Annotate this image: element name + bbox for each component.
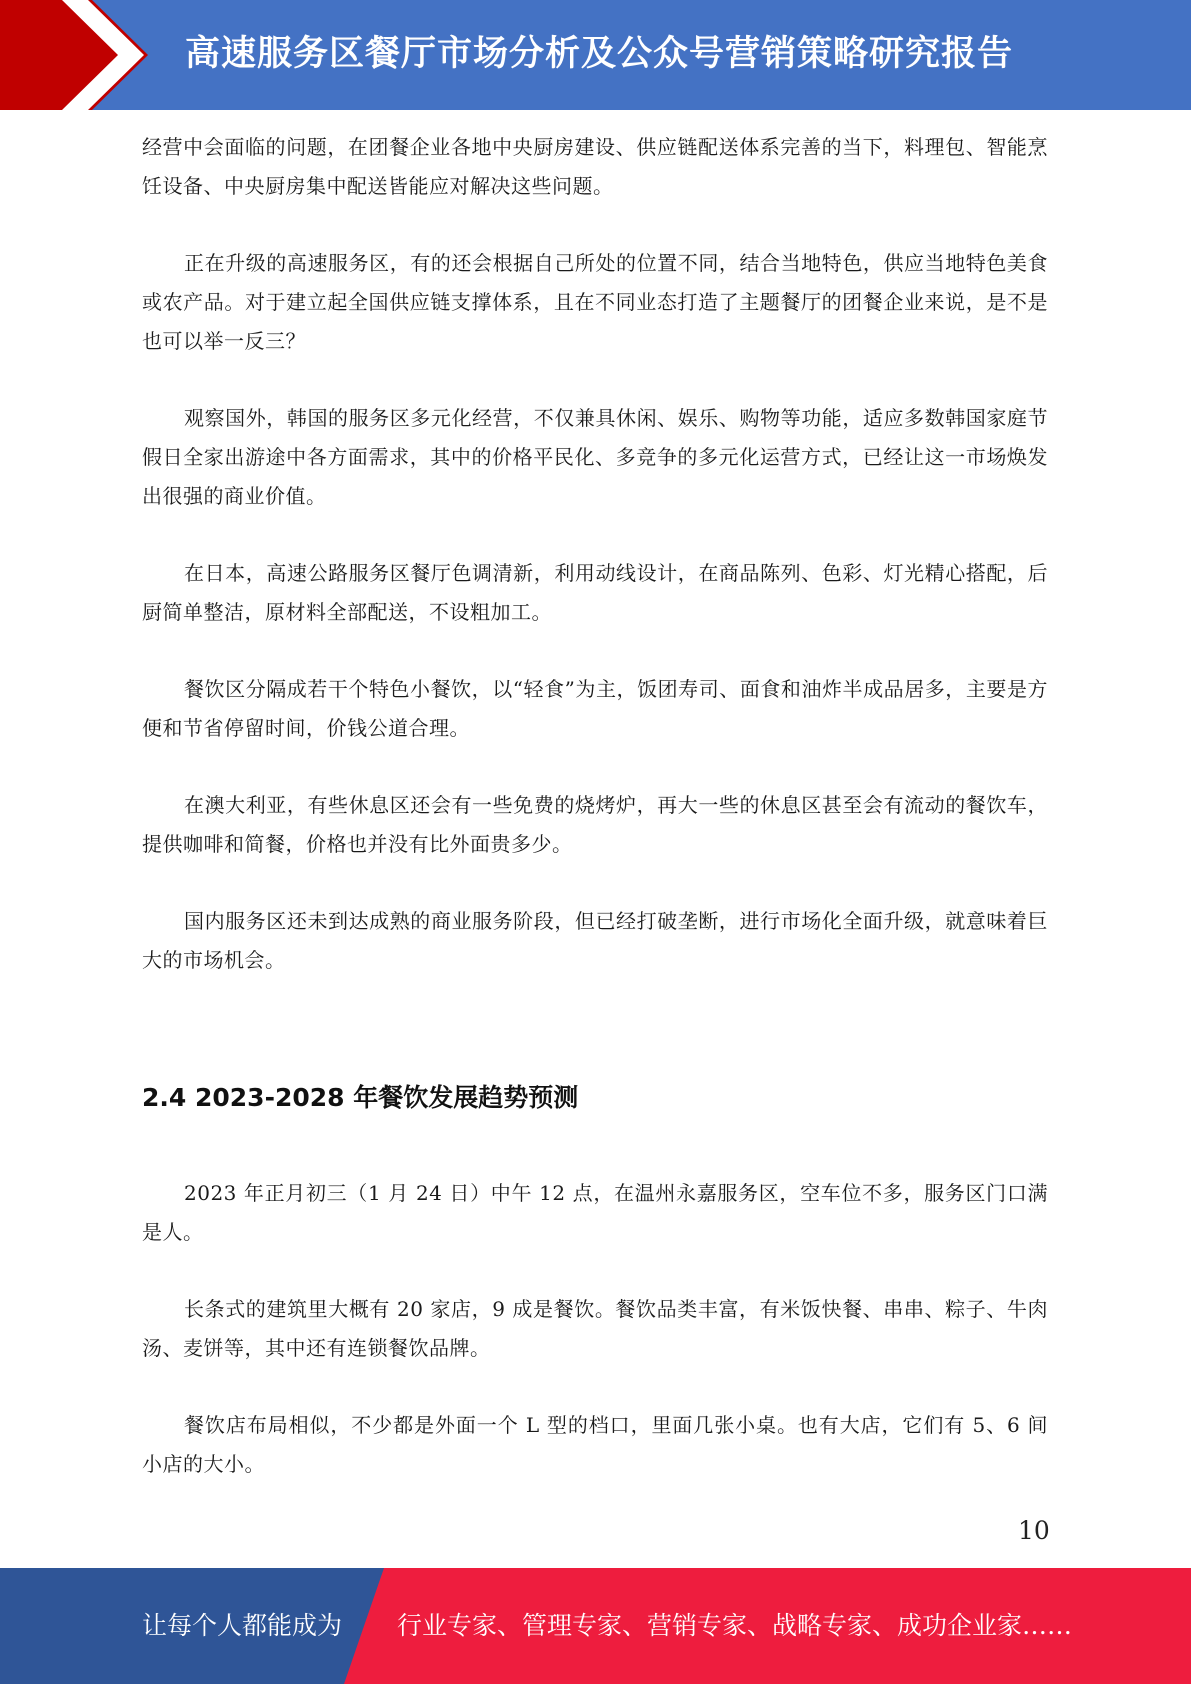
paragraph: 观察国外，韩国的服务区多元化经营，不仅兼具休闲、娱乐、购物等功能，适应多数韩国家庭节假日全家出游途中各方面需求，其中的价格平民化、多竞争的多元化运营方式，已经让这一市场焕发出很强的商业价值。 (142, 406, 1048, 508)
main-content (142, 128, 1048, 1484)
page-header (0, 0, 1191, 110)
footer-slogan-left: 让每个人都能成为 (142, 1611, 343, 1640)
paragraph: 在澳大利亚，有些休息区还会有一些免费的烧烤炉，再大一些的休息区甚至会有流动的餐饮车，提供咖啡和简餐，价格也并没有比外面贵多少。 (142, 793, 1048, 856)
paragraph: 2023 年正月初三（1 月 24 日）中午 12 点，在温州永嘉服务区，空车位不多，服务区门口满是人。 (142, 1181, 1048, 1244)
paragraph: 国内服务区还未到达成熟的商业服务阶段，但已经打破垄断，进行市场化全面升级，就意味着巨大的市场机会。 (142, 909, 1048, 972)
paragraph: 餐饮店布局相似，不少都是外面一个 L 型的档口，里面几张小桌。也有大店，它们有 5、6 间小店的大小。 (142, 1413, 1048, 1476)
footer-slogan-right: 行业专家、管理专家、营销专家、战略专家、成功企业家…… (397, 1611, 1073, 1640)
paragraph: 长条式的建筑里大概有 20 家店，9 成是餐饮。餐饮品类丰富，有米饭快餐、串串、粽子、牛肉汤、麦饼等，其中还有连锁餐饮品牌。 (142, 1297, 1048, 1360)
section-heading: 2.4 2023-2028 年餐饮发展趋势预测 (142, 1083, 579, 1112)
paragraph: 正在升级的高速服务区，有的还会根据自己所处的位置不同，结合当地特色，供应当地特色美食或农产品。对于建立起全国供应链支撑体系，且在不同业态打造了主题餐厅的团餐企业来说，是不是也可以举一反三？ (142, 251, 1048, 353)
report-title: 高速服务区餐厅市场分析及公众号营销策略研究报告 (185, 34, 1014, 74)
paragraph: 餐饮区分隔成若干个特色小餐饮，以“轻食”为主，饭团寿司、面食和油炸半成品居多，主要是方便和节省停留时间，价钱公道合理。 (142, 677, 1048, 740)
chevron-arrow-icon (0, 0, 160, 110)
paragraph: 经营中会面临的问题，在团餐企业各地中央厨房建设、供应链配送体系完善的当下，料理包、智能烹饪设备、中央厨房集中配送皆能应对解决这些问题。 (142, 135, 1048, 198)
page-number: 10 (1018, 1516, 1050, 1545)
paragraph: 在日本，高速公路服务区餐厅色调清新，利用动线设计，在商品陈列、色彩、灯光精心搭配，后厨简单整洁，原材料全部配送，不设粗加工。 (142, 561, 1048, 624)
page-footer (0, 1568, 1191, 1684)
